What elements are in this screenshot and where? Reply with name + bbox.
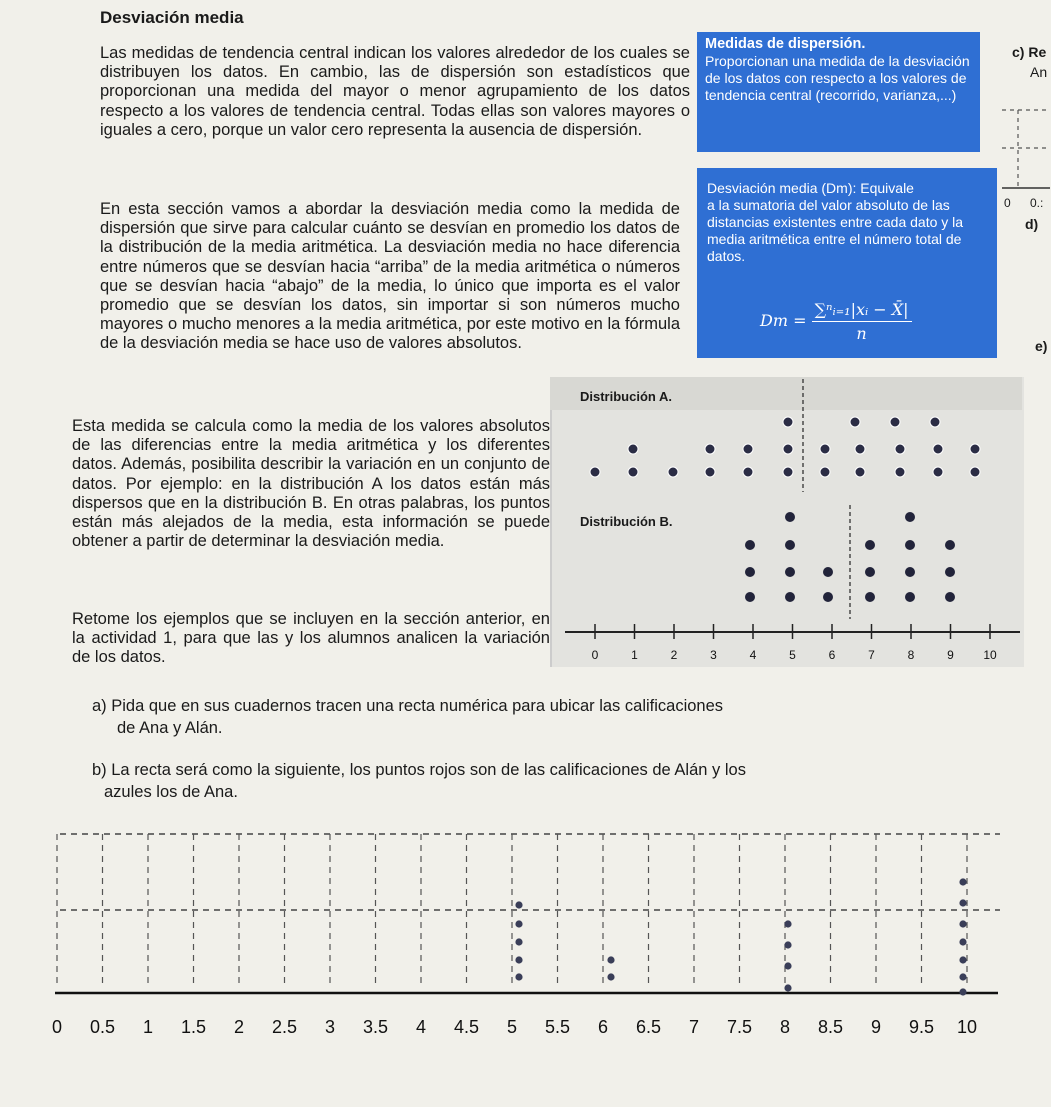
number-line-dot-4	[515, 973, 522, 980]
activity-paragraph: Retome los ejemplos que se incluyen en la sección anterior, en la actividad 1, para que las y los alumnos analicen la variación de los datos.	[72, 610, 550, 667]
dot-a-23	[970, 467, 980, 477]
number-line-dot-8	[784, 941, 791, 948]
dot-a-19	[820, 467, 830, 477]
number-line-label-16: 8	[779, 1017, 791, 1037]
axis-tick-label-8: 8	[907, 648, 915, 662]
number-line-dot-13	[959, 920, 966, 927]
number-line-label-15: 7.5	[726, 1017, 753, 1037]
number-line-label-6: 3	[324, 1017, 336, 1037]
formula-lhs: Dm =	[760, 311, 807, 330]
dot-b-13	[745, 592, 755, 602]
dispersion-definition-box	[697, 32, 980, 152]
number-line-grid	[57, 834, 967, 988]
axis-tick-label-0: 0	[591, 648, 599, 662]
dot-a-18	[783, 467, 793, 477]
dot-a-14	[628, 467, 638, 477]
dot-a-16	[705, 467, 715, 477]
number-line-dot-15	[959, 956, 966, 963]
number-line-label-14: 7	[688, 1017, 700, 1037]
dot-a-10	[895, 444, 905, 454]
axis-tick-label-3: 3	[710, 648, 717, 662]
formula-numerator: ∑ⁿᵢ₌₁|xᵢ − X̄|	[812, 300, 912, 322]
number-line-dot-2	[515, 938, 522, 945]
number-line-label-11: 5.5	[544, 1017, 571, 1037]
number-line-label-5: 2.5	[271, 1017, 298, 1037]
number-line-label-18: 9	[870, 1017, 882, 1037]
dot-a-15	[668, 467, 678, 477]
number-line-label-19: 9.5	[908, 1017, 935, 1037]
dot-b-16	[865, 592, 875, 602]
intro-paragraph: Las medidas de tendencia central indican los valores alrededor de los cuales se distribuyen los datos. En cambio, las de dispersión son estadísticos que proporcionan una medida del mayor o menor agrupamiento de los datos respecto a los valores de tendencia central. Todas ellas son valores mayores o iguales a cero, porque un valor cero representa la ausencia de dispersión.	[100, 44, 690, 139]
cutoff-axis-0: 0	[1004, 196, 1011, 210]
axis-tick-label-7: 7	[868, 648, 875, 662]
number-line-label-13: 6.5	[635, 1017, 662, 1037]
dispersion-box-body: Proporcionan una medida de la desviación de los datos con respecto a los valores de tendencia central (recorrido, varianza,...)	[705, 53, 970, 103]
dm-formula	[760, 300, 912, 343]
cutoff-item-d: d)	[1025, 216, 1039, 232]
dispersion-box-title: Medidas de dispersión.	[705, 36, 866, 52]
dot-b-4	[865, 540, 875, 550]
dot-a-21	[895, 467, 905, 477]
dot-b-1	[905, 512, 915, 522]
number-line-label-7: 3.5	[362, 1017, 389, 1037]
dm-paragraph: En esta sección vamos a abordar la desviación media como la medida de dispersión que sirve para calcular cuánto se desvían en promedio los datos de la distribución de la media aritmética. La desviación media no hace diferencia entre números que se desvían hacia “arriba” de la media aritmética o números que se desvían hacia “abajo” de la media, lo único que importa es el valor promedio que se desvían los datos, sin importar si son números mucho mayores o mucho menores a la media aritmética, por este motivo en la fórmula de la desviación media se hace uso de valores absolutos.	[100, 200, 680, 353]
number-line-dot-9	[784, 962, 791, 969]
dot-b-5	[905, 540, 915, 550]
number-line-labels	[52, 1017, 977, 1037]
dot-a-3	[930, 417, 940, 427]
axis-tick-label-4: 4	[749, 648, 757, 662]
number-line-label-4: 2	[233, 1017, 245, 1037]
dot-a-13	[590, 467, 600, 477]
dot-a-6	[743, 444, 753, 454]
number-line-dot-14	[959, 938, 966, 945]
cutoff-sketch	[1000, 100, 1051, 195]
dot-b-7	[745, 567, 755, 577]
dot-a-0	[783, 417, 793, 427]
number-line-label-12: 6	[597, 1017, 609, 1037]
cutoff-item-c: c) Re	[1012, 44, 1047, 60]
axis-tick-label-10: 10	[983, 648, 997, 662]
dot-a-1	[850, 417, 860, 427]
number-line-label-0: 0	[51, 1017, 63, 1037]
dot-a-9	[855, 444, 865, 454]
activity-b-line1: b) La recta será como la siguiente, los puntos rojos son de las calificaciones de Alán y los	[92, 761, 746, 779]
number-line-dot-5	[607, 956, 614, 963]
number-line-dot-12	[959, 899, 966, 906]
dot-b-6	[945, 540, 955, 550]
number-line-label-17: 8.5	[817, 1017, 844, 1037]
dot-b-3	[785, 540, 795, 550]
number-line-dot-3	[515, 956, 522, 963]
dot-a-17	[743, 467, 753, 477]
number-line-label-8: 4	[415, 1017, 427, 1037]
number-line-label-1: 0.5	[89, 1017, 116, 1037]
number-line-figure	[0, 820, 1051, 1050]
number-line-label-20: 10	[956, 1017, 978, 1037]
activity-b-line2: azules los de Ana.	[104, 783, 238, 801]
dot-b-0	[785, 512, 795, 522]
number-line-dot-6	[607, 973, 614, 980]
cutoff-axis-05: 0.:	[1030, 196, 1044, 210]
dot-a-12	[970, 444, 980, 454]
dot-b-14	[785, 592, 795, 602]
formula-fraction	[812, 300, 912, 343]
number-line-dot-7	[784, 920, 791, 927]
dot-b-15	[823, 592, 833, 602]
cutoff-item-e: e)	[1035, 338, 1048, 354]
axis-tick-label-1: 1	[631, 648, 638, 662]
dm-box-body: a la sumatoria del valor absoluto de las distancias existentes entre cada dato y la media aritmética entre el número total de datos.	[707, 197, 964, 264]
dot-a-20	[855, 467, 865, 477]
dot-b-2	[745, 540, 755, 550]
number-line-dot-16	[959, 973, 966, 980]
number-line-dot-11	[959, 878, 966, 885]
example-paragraph: Esta medida se calcula como la media de los valores absolutos de las diferencias entre la media aritmética y los diferentes datos. Además, posibilita describir la variación en un conjunto de datos. Por ejemplo: en la distribución A los datos están más dispersos que en la distribución B. En otras palabras, los puntos están más alejados de la media, esta información se puede obtener a partir de determinar la desviación media.	[72, 417, 550, 551]
dot-b-9	[823, 567, 833, 577]
number-line-dots	[515, 878, 966, 995]
number-line-dot-10	[784, 984, 791, 991]
distribution-axis-ticks	[592, 624, 997, 662]
distribution-a-label: Distribución A.	[580, 389, 672, 404]
dot-a-8	[820, 444, 830, 454]
activity-a-line1: a) Pida que en sus cuadernos tracen una recta numérica para ubicar las calificaciones	[92, 697, 724, 715]
number-line-label-3: 1.5	[180, 1017, 207, 1037]
axis-tick-label-5: 5	[789, 648, 796, 662]
axis-tick-label-6: 6	[828, 648, 836, 662]
dot-a-4	[628, 444, 638, 454]
number-line-dot-1	[515, 920, 522, 927]
dot-a-2	[890, 417, 900, 427]
number-line-label-2: 1	[142, 1017, 154, 1037]
dot-b-18	[945, 592, 955, 602]
dot-a-11	[933, 444, 943, 454]
activity-a-line2: de Ana y Alán.	[117, 719, 223, 737]
section-title: Desviación media	[100, 8, 244, 27]
dot-b-17	[905, 592, 915, 602]
number-line-label-9: 4.5	[453, 1017, 480, 1037]
dot-b-11	[905, 567, 915, 577]
dot-a-5	[705, 444, 715, 454]
number-line-dot-0	[515, 901, 522, 908]
dm-box-title: Desviación media (Dm): Equivale	[707, 180, 914, 196]
dot-a-7	[783, 444, 793, 454]
distribution-dot-plot	[550, 377, 1022, 667]
distribution-b-label: Distribución B.	[580, 514, 673, 529]
dot-b-12	[945, 567, 955, 577]
number-line-dot-17	[959, 988, 966, 995]
distribution-dots	[590, 417, 980, 602]
dot-b-10	[865, 567, 875, 577]
cutoff-item-c2: An	[1030, 64, 1048, 80]
formula-denominator: n	[856, 324, 867, 343]
axis-tick-label-2: 2	[670, 648, 678, 662]
dot-a-22	[933, 467, 943, 477]
number-line-label-10: 5	[506, 1017, 518, 1037]
axis-tick-label-9: 9	[947, 648, 954, 662]
dot-b-8	[785, 567, 795, 577]
